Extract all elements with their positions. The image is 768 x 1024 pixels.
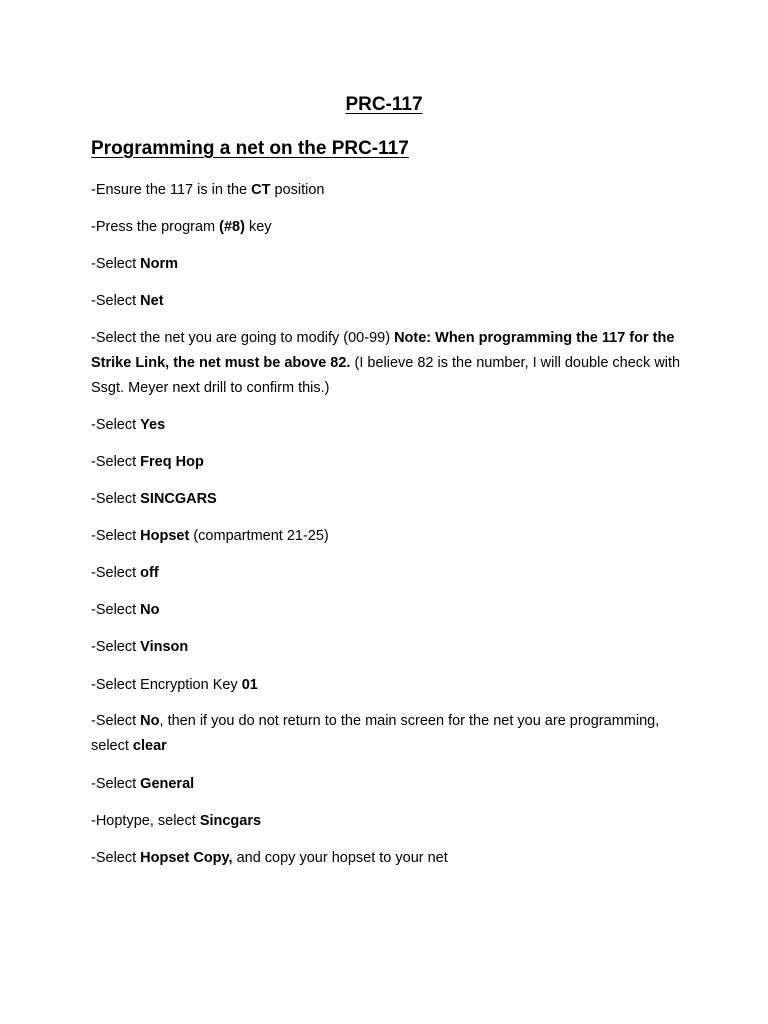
instruction-step-2: -Press the program (#8) key xyxy=(91,219,272,235)
instruction-step-3: -Select Norm xyxy=(91,256,179,272)
instruction-step-6: -Select Yes xyxy=(91,417,166,433)
instruction-step-1: -Ensure the 117 is in the CT position xyxy=(91,182,325,198)
instruction-step-8: -Select SINCGARS xyxy=(91,491,217,507)
section-heading: Programming a net on the PRC-117 xyxy=(91,138,409,159)
instruction-step-16: -Hoptype, select Sincgars xyxy=(91,813,262,829)
instruction-step-5: -Select the net you are going to modify (00-99) Note: When programming the 117 for the Strike Link, the net must be above 82. (I believe 82 is the number, I will double check with Ssgt. Meyer next drill to confirm this.) xyxy=(91,330,681,396)
instruction-step-10: -Select off xyxy=(91,565,159,581)
instruction-step-11: -Select No xyxy=(91,602,160,618)
instruction-step-9: -Select Hopset (compartment 21-25) xyxy=(91,528,329,544)
page-title: PRC-117 xyxy=(345,94,423,115)
instruction-step-12: -Select Vinson xyxy=(91,639,189,655)
instruction-step-13: -Select Encryption Key 01 xyxy=(91,677,258,693)
instruction-step-14: -Select No, then if you do not return to the main screen for the net you are programming, select clear xyxy=(91,713,660,754)
instruction-step-17: -Select Hopset Copy, and copy your hopset to your net xyxy=(91,850,448,866)
instruction-step-7: -Select Freq Hop xyxy=(91,454,204,470)
instruction-step-4: -Select Net xyxy=(91,293,164,309)
instruction-step-15: -Select General xyxy=(91,776,195,792)
